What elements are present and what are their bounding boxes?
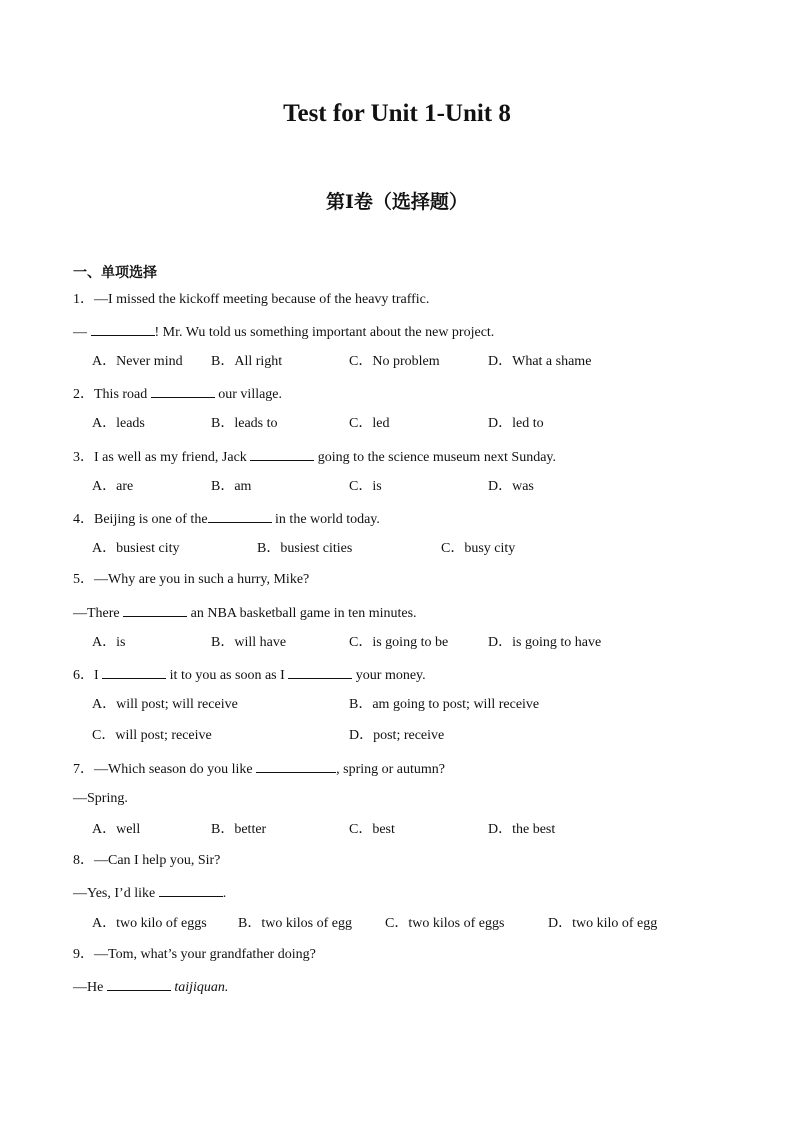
question-3-option-b: B．am xyxy=(211,479,252,494)
question-1-option-a: A．Never mind xyxy=(92,354,183,369)
question-8-line2: —Yes, I’d like . xyxy=(73,883,226,903)
question-8-option-b: B．two kilos of egg xyxy=(238,916,352,931)
answer-blank xyxy=(107,977,171,991)
answer-blank xyxy=(208,509,272,523)
question-2-stem: 2．This road our village. xyxy=(73,384,282,404)
question-7-option-c: C．best xyxy=(349,822,395,837)
question-1-stem: 1．—I missed the kickoff meeting because of the heavy traffic. xyxy=(73,292,430,307)
question-1-option-d: D．What a shame xyxy=(488,354,592,369)
question-7-option-b: B．better xyxy=(211,822,267,837)
question-5-line2: —There an NBA basketball game in ten minutes. xyxy=(73,603,417,623)
question-1-option-c: C．No problem xyxy=(349,354,440,369)
question-4-stem: 4．Beijing is one of the in the world today. xyxy=(73,509,380,529)
question-8-option-a: A．two kilo of eggs xyxy=(92,916,207,931)
answer-blank xyxy=(151,384,215,398)
answer-blank xyxy=(102,665,166,679)
question-9-line2: —He taijiquan. xyxy=(73,977,228,997)
question-9-stem: 9．—Tom, what’s your grandfather doing? xyxy=(73,947,316,962)
question-7-option-a: A．well xyxy=(92,822,141,837)
answer-blank xyxy=(256,759,336,773)
answer-blank xyxy=(91,322,155,336)
answer-blank xyxy=(159,883,223,897)
question-6-option-d: D．post; receive xyxy=(349,728,445,743)
question-2-option-a: A．leads xyxy=(92,416,145,431)
question-2-option-b: B．leads to xyxy=(211,416,278,431)
section-heading: 一、单项选择 xyxy=(73,266,157,281)
question-7-stem: 7．—Which season do you like , spring or autumn? xyxy=(73,759,445,779)
question-8-option-c: C．two kilos of eggs xyxy=(385,916,505,931)
question-5-option-b: B．will have xyxy=(211,635,287,650)
question-3-option-d: D．was xyxy=(488,479,534,494)
question-4-option-a: A．busiest city xyxy=(92,541,180,556)
question-5-option-a: A．is xyxy=(92,635,126,650)
question-2-option-c: C．led xyxy=(349,416,390,431)
question-6-option-c: C．will post; receive xyxy=(92,728,212,743)
question-2-option-d: D．led to xyxy=(488,416,544,431)
question-6-option-a: A．will post; will receive xyxy=(92,697,238,712)
question-3-option-c: C．is xyxy=(349,479,382,494)
answer-blank xyxy=(123,603,187,617)
question-1-option-b: B．All right xyxy=(211,354,283,369)
question-5-stem: 5．—Why are you in such a hurry, Mike? xyxy=(73,572,310,587)
question-7-option-d: D．the best xyxy=(488,822,556,837)
question-3-stem: 3．I as well as my friend, Jack going to the science museum next Sunday. xyxy=(73,447,556,467)
question-3-option-a: A．are xyxy=(92,479,134,494)
section-subtitle: 第Ⅰ卷（选择题） xyxy=(326,192,468,213)
question-6-stem: 6．I it to you as soon as I your money. xyxy=(73,665,426,685)
question-8-option-d: D．two kilo of egg xyxy=(548,916,658,931)
question-4-option-c: C．busy city xyxy=(441,541,516,556)
page-title: Test for Unit 1-Unit 8 xyxy=(283,100,511,127)
answer-blank xyxy=(288,665,352,679)
question-4-option-b: B．busiest cities xyxy=(257,541,353,556)
question-7-answer: —Spring. xyxy=(73,791,128,806)
answer-blank xyxy=(250,447,314,461)
question-8-stem: 8．—Can I help you, Sir? xyxy=(73,853,221,868)
question-5-option-d: D．is going to have xyxy=(488,635,602,650)
question-5-option-c: C．is going to be xyxy=(349,635,449,650)
question-6-option-b: B．am going to post; will receive xyxy=(349,697,540,712)
question-1-line2: — ! Mr. Wu told us something important about the new project. xyxy=(73,322,494,342)
